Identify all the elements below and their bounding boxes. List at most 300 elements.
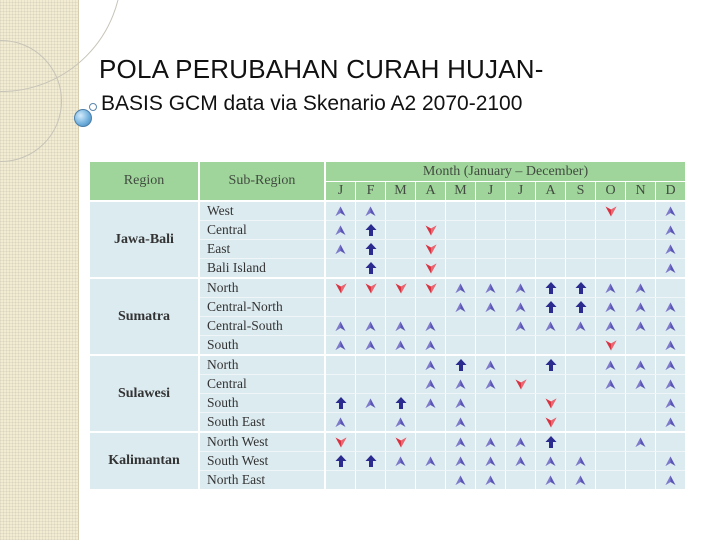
month-cell [626,336,656,356]
month-cell [566,240,596,259]
month-cell [656,452,686,471]
small-up-arrow-icon [545,452,556,469]
month-cell [325,298,356,317]
up-arrow-icon [365,452,377,469]
month-cell [416,201,446,221]
month-cell [446,413,476,433]
month-cell [325,336,356,356]
month-cell [476,413,506,433]
month-cell [356,394,386,413]
month-cell [566,471,596,491]
small-up-arrow-icon [335,336,346,353]
month-header: A [416,182,446,202]
month-cell [325,278,356,298]
month-cell [626,201,656,221]
month-cell [596,432,626,452]
small-up-arrow-icon [665,259,676,276]
month-cell [386,298,416,317]
month-cell [446,432,476,452]
region-label: Sulawesi [90,355,199,432]
down-arrow-icon [335,433,347,450]
month-cell [446,336,476,356]
small-up-arrow-icon [665,471,676,488]
month-cell [536,298,566,317]
month-cell [416,355,446,375]
down-arrow-icon [605,336,617,353]
month-cell [416,336,446,356]
month-cell [506,336,536,356]
small-up-arrow-icon [545,471,556,488]
month-cell [476,471,506,491]
month-cell [386,259,416,279]
month-cell [626,452,656,471]
month-cell [506,317,536,336]
rainfall-change-table [90,162,685,491]
subregion-label: North [199,355,325,375]
down-arrow-icon [425,259,437,276]
subregion-label: North East [199,471,325,491]
month-cell [656,317,686,336]
region-label: Jawa-Bali [90,201,199,278]
month-cell [596,336,626,356]
subregion-label: North West [199,432,325,452]
month-cell [356,432,386,452]
month-cell [386,278,416,298]
small-up-arrow-icon [335,317,346,334]
slide-title: POLA PERUBAHAN CURAH HUJAN- [99,54,544,84]
month-cell [506,259,536,279]
month-cell [596,259,626,279]
month-cell [476,432,506,452]
month-cell [626,375,656,394]
month-header: J [325,182,356,202]
month-cell [566,336,596,356]
month-cell [566,413,596,433]
header-month: Month (January – December) [325,162,685,182]
down-arrow-icon [395,433,407,450]
month-cell [596,201,626,221]
month-cell [356,278,386,298]
month-cell [656,394,686,413]
table-row [90,432,685,452]
month-cell [446,259,476,279]
month-cell [386,432,416,452]
month-cell [356,240,386,259]
month-cell [626,298,656,317]
month-cell [656,278,686,298]
month-cell [446,375,476,394]
month-cell [356,259,386,279]
up-arrow-icon [335,452,347,469]
month-cell [386,355,416,375]
month-cell [656,298,686,317]
month-cell [416,413,446,433]
bullet-dot-icon [89,103,97,111]
table-row [90,278,685,298]
month-cell [325,355,356,375]
month-cell [446,471,476,491]
month-cell [656,201,686,221]
down-arrow-icon [515,375,527,392]
small-up-arrow-icon [455,394,466,411]
small-up-arrow-icon [485,279,496,296]
month-cell [446,317,476,336]
small-up-arrow-icon [425,375,436,392]
small-up-arrow-icon [665,375,676,392]
month-cell [506,221,536,240]
month-cell [416,317,446,336]
month-cell [476,221,506,240]
small-up-arrow-icon [575,471,586,488]
month-cell [536,452,566,471]
month-cell [386,221,416,240]
small-up-arrow-icon [665,356,676,373]
month-cell [626,432,656,452]
month-cell [596,452,626,471]
month-cell [656,413,686,433]
month-cell [596,221,626,240]
month-cell [506,298,536,317]
down-arrow-icon [395,279,407,296]
up-arrow-icon [365,259,377,276]
month-cell [356,375,386,394]
small-up-arrow-icon [575,317,586,334]
month-cell [506,471,536,491]
region-label: Kalimantan [90,432,199,490]
small-up-arrow-icon [605,317,616,334]
month-cell [536,317,566,336]
month-cell [476,452,506,471]
month-cell [626,278,656,298]
small-up-arrow-icon [605,356,616,373]
up-arrow-icon [365,221,377,238]
down-arrow-icon [545,413,557,430]
month-cell [476,298,506,317]
month-cell [386,452,416,471]
month-cell [325,221,356,240]
bullet-circle-icon [74,109,92,127]
month-cell [596,240,626,259]
month-cell [656,355,686,375]
down-arrow-icon [365,279,377,296]
month-cell [446,240,476,259]
month-cell [506,240,536,259]
small-up-arrow-icon [635,298,646,315]
small-up-arrow-icon [635,317,646,334]
month-cell [656,221,686,240]
month-header: F [356,182,386,202]
month-cell [626,471,656,491]
up-arrow-icon [335,394,347,411]
month-cell [356,317,386,336]
month-cell [416,394,446,413]
small-up-arrow-icon [455,298,466,315]
month-cell [356,413,386,433]
side-panel-divider [78,0,79,540]
month-cell [325,375,356,394]
subregion-label: Central [199,375,325,394]
small-up-arrow-icon [665,298,676,315]
subregion-label: South East [199,413,325,433]
month-cell [476,336,506,356]
month-cell [325,471,356,491]
month-cell [656,259,686,279]
month-cell [476,317,506,336]
subregion-label: Central-South [199,317,325,336]
month-cell [446,298,476,317]
month-cell [476,278,506,298]
month-cell [536,375,566,394]
month-cell [596,298,626,317]
month-cell [476,375,506,394]
month-header: A [536,182,566,202]
month-cell [386,201,416,221]
month-cell [416,432,446,452]
month-cell [596,394,626,413]
month-cell [356,471,386,491]
month-cell [566,452,596,471]
down-arrow-icon [425,240,437,257]
month-cell [626,240,656,259]
month-cell [656,471,686,491]
small-up-arrow-icon [635,356,646,373]
month-cell [506,375,536,394]
up-arrow-icon [575,279,587,296]
month-cell [566,259,596,279]
subregion-label: Bali Island [199,259,325,279]
month-cell [356,336,386,356]
month-cell [596,471,626,491]
month-cell [626,413,656,433]
small-up-arrow-icon [485,375,496,392]
month-cell [476,240,506,259]
month-cell [656,432,686,452]
month-header: S [566,182,596,202]
month-cell [626,394,656,413]
month-cell [626,355,656,375]
month-cell [446,452,476,471]
up-arrow-icon [545,279,557,296]
small-up-arrow-icon [485,452,496,469]
month-cell [566,221,596,240]
small-up-arrow-icon [545,317,556,334]
small-up-arrow-icon [365,202,376,219]
month-cell [506,278,536,298]
month-cell [626,221,656,240]
subregion-label: South West [199,452,325,471]
month-cell [356,201,386,221]
month-cell [536,240,566,259]
small-up-arrow-icon [665,394,676,411]
small-up-arrow-icon [335,202,346,219]
month-cell [506,201,536,221]
header-subregion: Sub-Region [199,162,325,201]
month-cell [446,355,476,375]
up-arrow-icon [545,356,557,373]
small-up-arrow-icon [575,452,586,469]
small-up-arrow-icon [485,433,496,450]
small-up-arrow-icon [365,394,376,411]
small-up-arrow-icon [605,375,616,392]
month-cell [325,317,356,336]
month-header: J [476,182,506,202]
month-cell [506,432,536,452]
month-cell [566,278,596,298]
month-cell [506,452,536,471]
small-up-arrow-icon [515,298,526,315]
small-up-arrow-icon [635,279,646,296]
small-up-arrow-icon [665,240,676,257]
up-arrow-icon [575,298,587,315]
month-cell [476,394,506,413]
month-cell [325,394,356,413]
month-cell [416,452,446,471]
month-cell [386,240,416,259]
down-arrow-icon [335,279,347,296]
month-cell [386,375,416,394]
month-header: D [656,182,686,202]
small-up-arrow-icon [665,317,676,334]
month-cell [536,221,566,240]
subregion-label: South [199,336,325,356]
month-cell [416,259,446,279]
month-cell [536,278,566,298]
month-cell [325,201,356,221]
month-cell [386,471,416,491]
month-cell [356,355,386,375]
up-arrow-icon [545,433,557,450]
month-cell [386,336,416,356]
month-header: M [386,182,416,202]
month-cell [476,201,506,221]
table-row [90,201,685,221]
month-cell [566,201,596,221]
month-cell [596,278,626,298]
small-up-arrow-icon [605,298,616,315]
small-up-arrow-icon [485,356,496,373]
small-up-arrow-icon [635,433,646,450]
small-up-arrow-icon [425,452,436,469]
subregion-label: East [199,240,325,259]
month-cell [325,432,356,452]
month-header: N [626,182,656,202]
month-cell [596,413,626,433]
month-cell [416,240,446,259]
small-up-arrow-icon [425,394,436,411]
month-cell [536,336,566,356]
month-cell [536,471,566,491]
month-cell [536,355,566,375]
month-cell [656,240,686,259]
month-cell [536,394,566,413]
month-cell [416,375,446,394]
small-up-arrow-icon [335,413,346,430]
region-label: Sumatra [90,278,199,355]
subregion-label: Central [199,221,325,240]
month-cell [325,259,356,279]
small-up-arrow-icon [395,336,406,353]
month-cell [476,355,506,375]
up-arrow-icon [545,298,557,315]
small-up-arrow-icon [665,413,676,430]
month-cell [416,278,446,298]
month-cell [536,201,566,221]
small-up-arrow-icon [515,433,526,450]
month-cell [536,432,566,452]
month-cell [596,375,626,394]
down-arrow-icon [425,279,437,296]
month-cell [356,221,386,240]
month-cell [566,432,596,452]
month-cell [536,413,566,433]
month-cell [416,221,446,240]
small-up-arrow-icon [665,202,676,219]
small-up-arrow-icon [425,356,436,373]
down-arrow-icon [605,202,617,219]
small-up-arrow-icon [365,336,376,353]
month-cell [626,259,656,279]
month-cell [566,375,596,394]
small-up-arrow-icon [335,221,346,238]
month-cell [476,259,506,279]
down-arrow-icon [425,221,437,238]
month-cell [656,336,686,356]
month-cell [416,298,446,317]
small-up-arrow-icon [455,375,466,392]
small-up-arrow-icon [665,336,676,353]
month-cell [566,355,596,375]
month-cell [386,317,416,336]
month-cell [416,471,446,491]
up-arrow-icon [455,356,467,373]
subregion-label: Central-North [199,298,325,317]
small-up-arrow-icon [515,452,526,469]
small-up-arrow-icon [395,317,406,334]
month-header: J [506,182,536,202]
small-up-arrow-icon [485,298,496,315]
month-cell [506,394,536,413]
month-cell [386,394,416,413]
month-header: O [596,182,626,202]
month-cell [626,317,656,336]
up-arrow-icon [395,394,407,411]
small-up-arrow-icon [485,471,496,488]
small-up-arrow-icon [335,240,346,257]
month-cell [356,298,386,317]
small-up-arrow-icon [665,221,676,238]
subregion-label: West [199,201,325,221]
small-up-arrow-icon [605,279,616,296]
subregion-label: South [199,394,325,413]
month-cell [506,355,536,375]
month-cell [536,259,566,279]
month-cell [446,278,476,298]
header-region: Region [90,162,199,201]
small-up-arrow-icon [365,317,376,334]
table-row [90,355,685,375]
month-cell [325,413,356,433]
month-cell [596,317,626,336]
small-up-arrow-icon [455,433,466,450]
small-up-arrow-icon [455,471,466,488]
small-up-arrow-icon [425,336,436,353]
month-cell [446,201,476,221]
month-cell [566,298,596,317]
month-cell [356,452,386,471]
month-cell [596,355,626,375]
small-up-arrow-icon [455,413,466,430]
month-cell [325,452,356,471]
